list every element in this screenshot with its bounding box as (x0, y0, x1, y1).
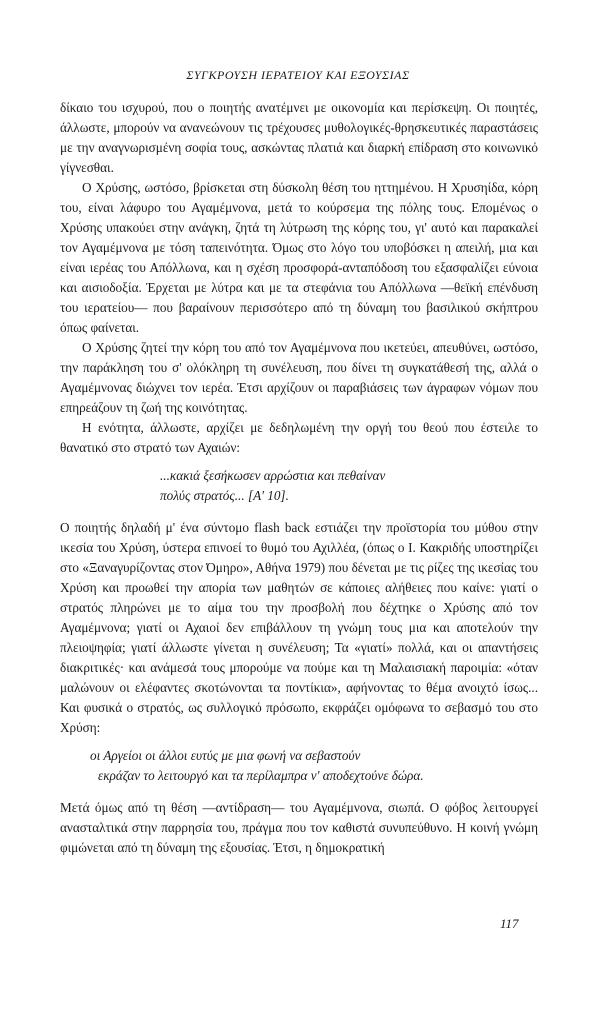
verse-line: πολύς στρατός... [Α' 10]. (160, 488, 289, 503)
paragraph-6: Μετά όμως από τη θέση —αντίδραση— του Αγαμέμνονα, σιωπά. Ο φόβος λειτουργεί ανασταλτικά στην παρρησία του, πράγμα που τον καθιστά συνυπεύθυνο. Η κοινή γνώμη φιμώνεται από τη δύναμη της εξουσίας. Έτσι, η δημοκρατική (60, 800, 538, 855)
paragraph-1: δίκαιο του ισχυρού, που ο ποιητής ανατέμνει με οικονομία και περίσκεψη. Οι ποιητές, άλλωστε, μπορούν να ανανεώνουν τις τρέχουσες μυθολογικές-θρησκευτικές παραστάσεις με την αναγνωρισμένη σοφία τους, ασκώντας πλατιά και διαρκή επίδραση στο κοινωνικό γίγνεσθαι. (60, 100, 538, 175)
verse-quote-2 (60, 746, 538, 786)
body-text (60, 98, 538, 858)
verse-line: εκράζαν το λειτουργό και τα περίλαμπρα ν' αποδεχτούνε δώρα. (98, 768, 424, 783)
paragraph-3: Ο Χρύσης ζητεί την κόρη του από τον Αγαμέμνονα που ικετεύει, απευθύνει, ωστόσο, την παράκληση του σ' ολόκληρη τη συνέλευση, που δίνει τη συγκατάθεσή της, αλλά ο Αγαμέμνονας διώχνει τον ιερέα. Έτσι αρχίζουν οι παραβιάσεις των άγραφων νόμων που επηρεάζουν τη ζωή της κοινότητας. (60, 340, 538, 415)
paragraph-5: Ο ποιητής δηλαδή μ' ένα σύντομο flash back εστιάζει την προϊστορία του μύθου στην ικεσία του Χρύση, ύστερα επινοεί το θυμό του Αχιλλέα, (όπως ο Ι. Κακριδής υποστηρίζει στο «Ξαναγυρίζοντας στον Όμηρο», Αθήνα 1979) που δένεται με τις ρίζες της ικεσίας του Χρύση και προωθεί την απορία των μαθητών σε κάποιες αλήθειες που καίνε: γιατί ο στρατός πληρώνει με το αίμα του την προσβολή που δέχτηκε ο Χρύσης από τον Αγαμέμνονα; γιατί οι Αχαιοί δεν επιβάλλουν τη γνώμη τους μια και αποτελούν την πλειοψηφία; γιατί άλλωστε γίνεται η συνέλευση; Τα «γιατί» πολλά, και οι απαντήσεις διακριτικές· και ανάμεσά τους μπορούμε να πούμε και τη Μαλαισιακή παροιμία: «όταν μαλώνουν οι ελέφαντες σκοτώνονται τα ποντίκια», αφήνοντας το θέμα ανοιχτό ίσως... Και φυσικά ο στρατός, ως συλλογικό πρόσωπο, εκφράζει ομόφωνα το σεβασμό του στο Χρύση: (60, 520, 538, 735)
paragraph-4: Η ενότητα, άλλωστε, αρχίζει με δεδηλωμένη την οργή του θεού που έστειλε το θανατικό στο στρατό των Αχαιών: (60, 420, 538, 455)
verse-line: οι Αργείοι οι άλλοι ευτύς με μια φωνή να σεβαστούν (90, 748, 361, 763)
paragraph-2: Ο Χρύσης, ωστόσο, βρίσκεται στη δύσκολη θέση του ηττημένου. Η Χρυσηίδα, κόρη του, είναι λάφυρο του Αγαμέμνονα, μετά το κούρσεμα της πόλης τους. Επομένως ο Χρύσης υπακούει στην ανάγκη, ζητά τη λύτρωση της κόρης του, γι' αυτό και παρακαλεί τον Αγαμέμνονα με τόση ταπεινότητα. Όμως στο λόγο του υποβόσκει η απειλή, μια και είναι ιερέας του Απόλλωνα, και η σχέση προσφορά-ανταπόδοση του εξασφαλίζει εύνοια και αισιοδοξία. Έρχεται με λύτρα και με τα στεφάνια του Απόλλωνα —θεϊκή επένδυση του ιερατείου— που βαραίνουν περισσότερο από τη δύναμη του βασιλικού σκήπτρου όπως φαίνεται. (60, 180, 538, 335)
running-head: ΣΥΓΚΡΟΥΣΗ ΙΕΡΑΤΕΙΟΥ ΚΑΙ ΕΞΟΥΣΙΑΣ (186, 68, 410, 82)
page-number: 117 (500, 916, 519, 931)
verse-quote-1 (60, 466, 538, 506)
verse-line: ...κακιά ξεσήκωσεν αρρώστια και πεθαίναν (160, 468, 386, 483)
